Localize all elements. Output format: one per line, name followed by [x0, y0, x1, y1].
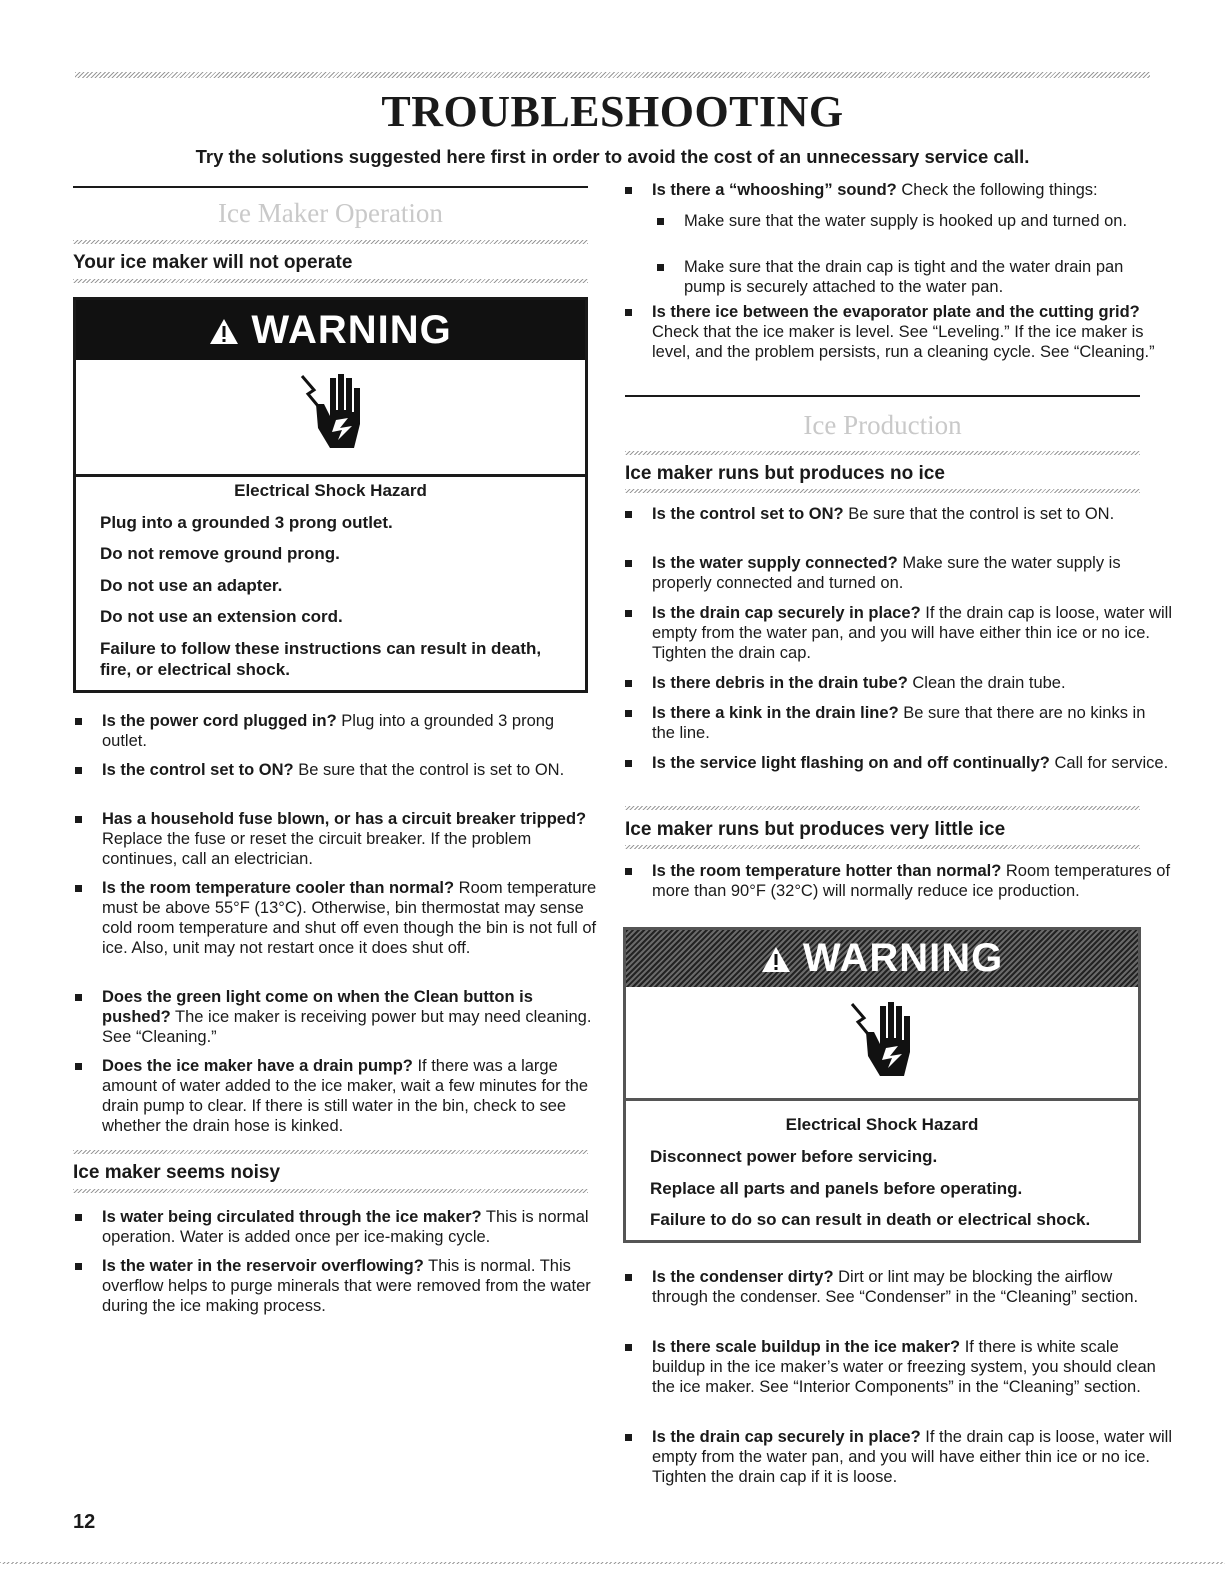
warning-banner: WARNING: [626, 930, 1138, 987]
warning-separator: [626, 1098, 1138, 1101]
warning-line: Plug into a grounded 3 prong outlet.: [100, 513, 393, 532]
hatch-divider: [73, 279, 588, 283]
hatch-divider: [73, 1150, 588, 1154]
bullet-icon: [75, 885, 82, 892]
bullet-icon: [625, 1274, 632, 1281]
section-title-ice-maker-operation: Ice Maker Operation: [218, 198, 443, 228]
hatch-divider: [625, 845, 1140, 849]
list-item: Is the water in the reservoir overflowing? This is normal. This overflow helps to purge minerals that were removed from the water during the ice making process.: [75, 1256, 597, 1316]
section-rule: [625, 395, 1140, 397]
bullet-icon: [625, 680, 632, 687]
hatch-divider: [625, 806, 1140, 810]
warning-hazard-label: Electrical Shock Hazard: [785, 1115, 979, 1134]
bullet-icon: [75, 1263, 82, 1270]
warning-line: Do not use an adapter.: [100, 576, 283, 595]
list-item: Is water being circulated through the ice maker? This is normal operation. Water is added once per ice-making cycle.: [75, 1207, 597, 1247]
bullet-icon: [625, 309, 632, 316]
warning-line: Do not use an extension cord.: [100, 607, 343, 626]
bottom-border: [0, 1562, 1225, 1564]
electrical-shock-hand-icon: [296, 368, 368, 459]
list-item: Is the water supply connected? Make sure the water supply is properly connected and turned on.: [625, 553, 1172, 593]
hatch-divider: [73, 240, 588, 244]
list-item: Does the ice maker have a drain pump? If there was a large amount of water added to the ice maker, wait a few minutes for the drain pump to clear. If there is still water in the bin, check to see whether the drain hose is kinked.: [75, 1056, 597, 1136]
list-item: Is the room temperature hotter than normal? Room temperatures of more than 90°F (32°C) will normally reduce ice production.: [625, 861, 1172, 901]
list-item: Is the power cord plugged in? Plug into a grounded 3 prong outlet.: [75, 711, 597, 751]
bullet-icon: [75, 994, 82, 1001]
list-item: Is the drain cap securely in place? If the drain cap is loose, water will empty from the water pan, and you will have either thin ice or no ice. Tighten the drain cap.: [625, 603, 1172, 663]
sub-list-item: Make sure that the water supply is hooked up and turned on.: [657, 211, 1164, 231]
bullet-icon: [657, 264, 664, 271]
list-item: Is there a kink in the drain line? Be sure that there are no kinks in the line.: [625, 703, 1172, 743]
list-item: Is there debris in the drain tube? Clean the drain tube.: [625, 673, 1172, 693]
list-item: Is the drain cap securely in place? If the drain cap is loose, water will empty from the water pan, and you will have either thin ice or no ice. Tighten the drain cap if it is loose.: [625, 1427, 1172, 1487]
warning-hazard-label: Electrical Shock Hazard: [234, 481, 427, 500]
warning-line: Failure to follow these instructions can result in death,: [100, 639, 542, 658]
warning-line: Replace all parts and panels before operating.: [650, 1179, 1023, 1198]
list-item: Is the service light flashing on and off continually? Call for service.: [625, 753, 1172, 773]
bullet-icon: [625, 511, 632, 518]
list-item: Has a household fuse blown, or has a circuit breaker tripped? Replace the fuse or reset the circuit breaker. If the problem continues, call an electrician.: [75, 809, 597, 869]
sub-list-item: Make sure that the drain cap is tight and the water drain pan pump is securely attached to the water pan.: [657, 257, 1164, 297]
subhead-noisy: Ice maker seems noisy: [73, 1162, 281, 1183]
section-title-ice-production: Ice Production: [803, 410, 962, 440]
bullet-icon: [625, 560, 632, 567]
bullet-icon: [75, 1214, 82, 1221]
warning-line: Do not remove ground prong.: [100, 544, 340, 563]
warning-triangle-icon: [761, 936, 803, 980]
bullet-icon: [75, 718, 82, 725]
electrical-shock-hand-icon: [846, 996, 918, 1087]
warning-box-service: [623, 927, 1141, 1243]
list-item: Is the control set to ON? Be sure that the control is set to ON.: [75, 760, 597, 780]
hatch-divider: [625, 489, 1140, 493]
list-item: Does the green light come on when the Clean button is pushed? The ice maker is receiving power but may need cleaning. See “Cleaning.”: [75, 987, 597, 1047]
list-item: Is there ice between the evaporator plate and the cutting grid? Check that the ice maker is level. See “Leveling.” If the ice maker is level, and the problem persists, run a cleaning cycle. See “Cleaning.”: [625, 302, 1172, 362]
list-item: Is there scale buildup in the ice maker? If there is white scale buildup in the ice maker’s water or freezing system, you should clean the ice maker. See “Interior Components” in the “Cleaning” section.: [625, 1337, 1172, 1397]
subhead-little-ice: Ice maker runs but produces very little ice: [625, 819, 1006, 840]
warning-box-plug: [73, 297, 588, 693]
list-item: Is the control set to ON? Be sure that the control is set to ON.: [625, 504, 1172, 524]
page-subtitle: Try the solutions suggested here first in order to avoid the cost of an unnecessary service call.: [195, 146, 1030, 167]
bullet-icon: [75, 1063, 82, 1070]
list-item: Is the room temperature cooler than normal? Room temperature must be above 55°F (13°C). Otherwise, bin thermostat may sense cold room temperature and shut off even though the bin is not full of ice. Also, unit may not restart once it does shut off.: [75, 878, 597, 958]
warning-separator: [76, 474, 585, 477]
bullet-icon: [625, 1434, 632, 1441]
warning-line: Disconnect power before servicing.: [650, 1147, 938, 1166]
hatch-divider: [625, 451, 1140, 455]
bullet-icon: [75, 767, 82, 774]
page-number: 12: [73, 1511, 96, 1533]
warning-banner: WARNING: [76, 300, 585, 360]
subhead-no-ice: Ice maker runs but produces no ice: [625, 463, 945, 484]
page-title: TROUBLESHOOTING: [381, 87, 844, 136]
bullet-icon: [625, 868, 632, 875]
list-item: Is there a “whooshing” sound? Check the following things:: [625, 180, 1172, 200]
list-item: Is the condenser dirty? Dirt or lint may be blocking the airflow through the condenser. See “Condenser” in the “Cleaning” section.: [625, 1267, 1172, 1307]
top-border: [75, 72, 1150, 78]
warning-line: Failure to do so can result in death or electrical shock.: [650, 1210, 1091, 1229]
bullet-icon: [75, 816, 82, 823]
hatch-divider: [73, 1189, 588, 1193]
warning-line: fire, or electrical shock.: [100, 660, 290, 679]
bullet-icon: [625, 187, 632, 194]
bullet-icon: [625, 610, 632, 617]
bullet-icon: [625, 1344, 632, 1351]
bullet-icon: [657, 218, 664, 225]
bullet-icon: [625, 760, 632, 767]
bullet-icon: [625, 710, 632, 717]
subhead-not-operate: Your ice maker will not operate: [73, 252, 353, 273]
warning-triangle-icon: [209, 308, 251, 352]
section-rule: [73, 186, 588, 188]
